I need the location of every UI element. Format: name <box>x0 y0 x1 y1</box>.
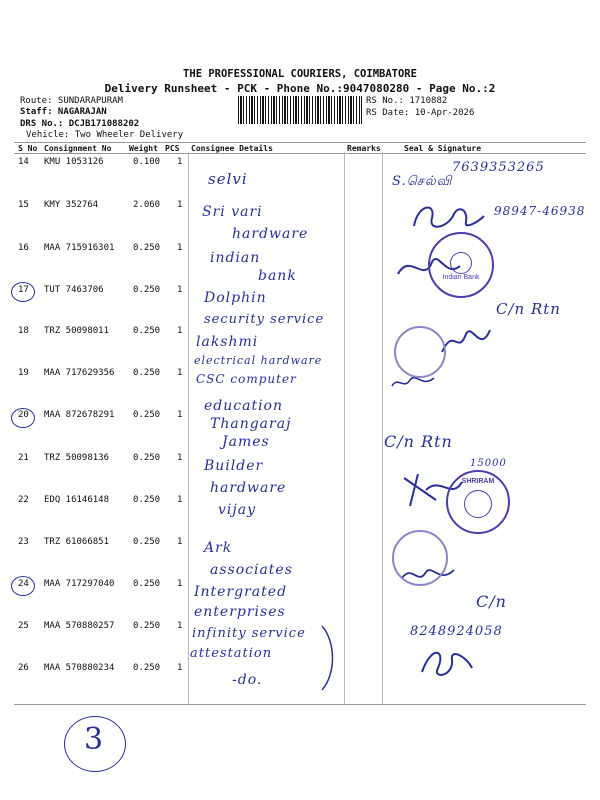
shriram-seal <box>446 470 510 534</box>
row-sno: 15 <box>18 200 29 210</box>
row-consignment: MAA 570880257 <box>44 621 115 631</box>
row-weight: 0.250 <box>133 326 161 336</box>
hand-consignee-19: CSC computer <box>196 372 297 386</box>
row-pcs: 1 <box>177 326 183 336</box>
hand-consignee-24b: enterprises <box>194 604 286 620</box>
col-weight: Weight <box>129 144 158 153</box>
signature-15 <box>408 198 488 238</box>
hand-sign-name-14: S.செல்வி <box>392 174 453 189</box>
bank-seal-text: Indian Bank <box>442 274 480 281</box>
hand-remark-17: C/n Rtn <box>496 300 561 318</box>
row-pcs: 1 <box>177 368 183 378</box>
hand-consignee-15b: hardware <box>232 226 309 242</box>
col-sno: S No <box>18 144 38 153</box>
hand-consignee-23a: Ark <box>204 540 233 556</box>
drs-number: DRS No.: DCJB171088202 <box>20 119 140 129</box>
hand-consignee-22: vijay <box>218 502 256 518</box>
row-sno: 22 <box>18 495 29 505</box>
hand-consignee-25b: attestation <box>190 646 273 661</box>
barcode <box>238 96 362 124</box>
hand-consignee-16a: indian <box>210 250 261 266</box>
row-weight: 0.250 <box>133 537 161 547</box>
company-name: THE PROFESSIONAL COURIERS, COIMBATORE <box>183 68 417 80</box>
header-rule-bottom <box>14 153 586 154</box>
hand-consignee-25a: infinity service <box>192 626 306 641</box>
row-pcs: 1 <box>177 621 183 631</box>
vehicle: Vehicle: Two Wheeler Delivery <box>26 130 184 140</box>
hand-consignee-14: selvi <box>208 170 248 188</box>
row-consignment: TRZ 50098136 <box>44 453 110 463</box>
hand-phone-25: 8248924058 <box>410 624 503 639</box>
column-divider <box>188 152 189 704</box>
row-sno: 26 <box>18 663 29 673</box>
hand-stamp-number: 15000 <box>470 458 507 469</box>
row-weight: 0.250 <box>133 621 161 631</box>
row-consignment: MAA 570880234 <box>44 663 115 673</box>
row-weight: 0.250 <box>133 368 161 378</box>
row-sno: 20 <box>18 410 29 420</box>
column-divider <box>382 152 383 704</box>
hand-consignee-18b: electrical hardware <box>194 354 323 367</box>
hand-remark-24: C/n <box>476 592 507 611</box>
rs-number: RS No.: 1710882 <box>366 96 448 106</box>
row-sno: 21 <box>18 453 29 463</box>
column-divider <box>344 152 345 704</box>
runsheet-subtitle: Delivery Runsheet - PCK - Phone No.:9047080280 - Page No.:2 <box>104 82 496 95</box>
hand-consignee-18a: lakshmi <box>196 334 259 350</box>
row-sno: 14 <box>18 157 29 167</box>
row-pcs: 1 <box>177 495 183 505</box>
row-consignment: TRZ 61066851 <box>44 537 110 547</box>
staff: Staff: NAGARAJAN <box>20 107 107 117</box>
row-sno: 18 <box>18 326 29 336</box>
page-mark: 3 <box>84 722 105 757</box>
route: Route: SUNDARAPURAM <box>20 96 123 106</box>
row-weight: 0.250 <box>133 410 161 420</box>
header-rule <box>14 142 586 143</box>
signature-26 <box>412 642 476 686</box>
row-pcs: 1 <box>177 285 183 295</box>
row-consignment: MAA 715916301 <box>44 243 115 253</box>
hand-consignee-23b: associates <box>210 562 293 578</box>
hand-consignee-20b: Thangaraj <box>210 416 292 432</box>
hand-consignee-24a: Intergrated <box>194 584 288 600</box>
shriram-seal-text: SHRIRAM <box>461 478 495 485</box>
hand-consignee-20c: James <box>222 434 270 450</box>
hand-phone-15: 98947-46938 <box>494 204 586 218</box>
row-consignment: MAA 872678291 <box>44 410 115 420</box>
hand-consignee-21a: Builder <box>204 458 264 474</box>
circle-mark-24 <box>11 576 35 596</box>
row-pcs: 1 <box>177 410 183 420</box>
hand-phone-14: 7639353265 <box>452 160 545 175</box>
row-pcs: 1 <box>177 453 183 463</box>
row-sno: 17 <box>18 285 29 295</box>
row-consignment: KMY 352764 <box>44 200 99 210</box>
row-consignment: MAA 717629356 <box>44 368 115 378</box>
row-weight: 0.250 <box>133 243 161 253</box>
row-consignment: MAA 717297040 <box>44 579 115 589</box>
hand-consignee-15a: Sri vari <box>202 204 263 220</box>
seal-center-icon <box>464 490 492 518</box>
row-sno: 23 <box>18 537 29 547</box>
bank-seal <box>428 232 494 298</box>
rs-date: RS Date: 10-Apr-2026 <box>366 108 475 118</box>
row-pcs: 1 <box>177 663 183 673</box>
row-sno: 16 <box>18 243 29 253</box>
hand-consignee-26: -do. <box>232 672 263 688</box>
row-pcs: 1 <box>177 537 183 547</box>
row-sno: 25 <box>18 621 29 631</box>
row-consignment: EDQ 16146148 <box>44 495 110 505</box>
hand-remark-20: C/n Rtn <box>384 432 453 451</box>
row-weight: 0.100 <box>133 157 161 167</box>
hand-consignee-17a: Dolphin <box>204 290 267 306</box>
company-seal-18 <box>394 326 446 378</box>
row-consignment: KMU 1053126 <box>44 157 104 167</box>
row-weight: 0.250 <box>133 495 161 505</box>
row-consignment: TRZ 50098011 <box>44 326 110 336</box>
row-weight: 0.250 <box>133 285 161 295</box>
row-pcs: 1 <box>177 579 183 589</box>
row-weight: 0.250 <box>133 453 161 463</box>
col-seal-signature: Seal & Signature <box>404 144 482 153</box>
company-seal-24 <box>392 530 448 586</box>
hand-consignee-17b: security service <box>204 312 325 327</box>
col-consignment: Consignment No <box>44 144 112 153</box>
col-pcs: PCS <box>165 144 180 153</box>
ditto-bracket <box>318 622 338 694</box>
col-consignee: Consignee Details <box>191 144 273 153</box>
circle-mark-20 <box>11 408 35 428</box>
hand-consignee-21b: hardware <box>210 480 287 496</box>
col-remarks: Remarks <box>347 144 381 153</box>
row-sno: 19 <box>18 368 29 378</box>
row-pcs: 1 <box>177 200 183 210</box>
row-weight: 2.060 <box>133 200 161 210</box>
table-bottom-rule <box>14 704 586 705</box>
hand-consignee-16b: bank <box>258 268 297 284</box>
row-sno: 24 <box>18 579 29 589</box>
row-pcs: 1 <box>177 243 183 253</box>
row-weight: 0.250 <box>133 579 161 589</box>
row-pcs: 1 <box>177 157 183 167</box>
circle-mark-17 <box>11 282 35 302</box>
row-weight: 0.250 <box>133 663 161 673</box>
seal-emblem-icon <box>450 252 472 274</box>
hand-consignee-20a: education <box>204 398 283 414</box>
row-consignment: TUT 7463706 <box>44 285 104 295</box>
